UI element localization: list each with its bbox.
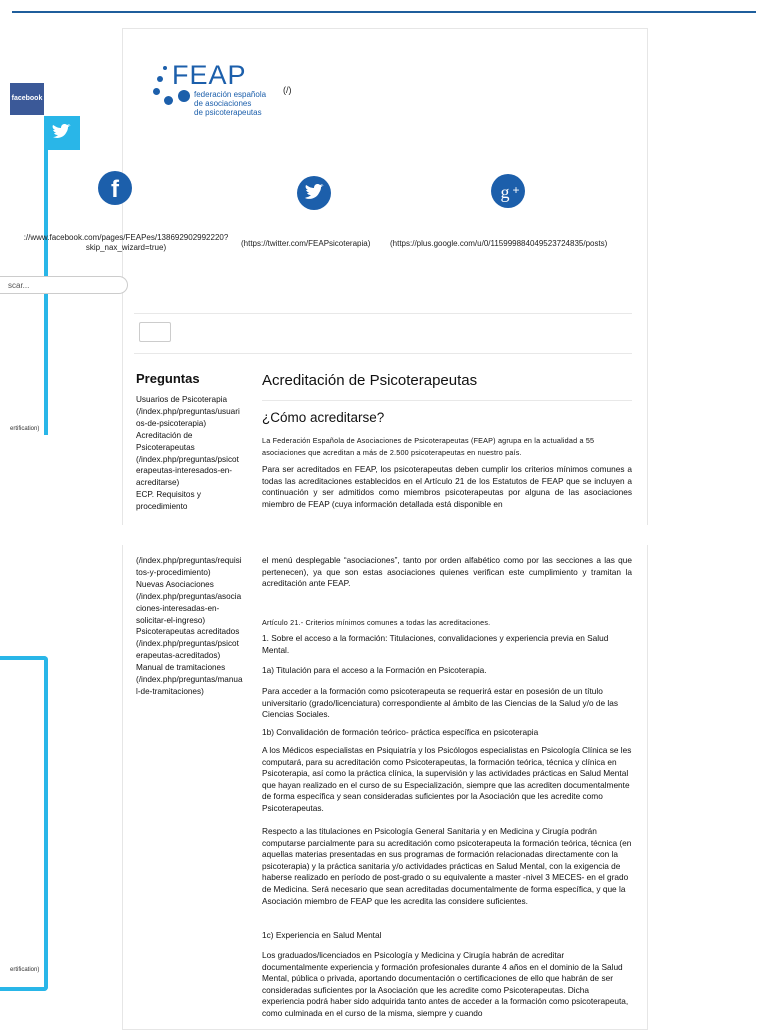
sidebar-item[interactable]: erapeutas-interesados-en- — [136, 466, 233, 476]
paragraph: Respecto a las titulaciones en Psicología General Sanitaria y en Medicina y Cirugía podrán computarse parcialmente para su acreditación como psicoterapeuta la formación teórica, técnica (en aquellas materias presentadas en sus programas de formación relacionadas directamente con la psicoterapia) y la práctica sanitaria y/o actividades prácticas en Salud Mental, con la exigencia de haberse realizado en período de post-grado o su equivalente a master -nivel 3 MECES- en el grado de Medicina. Será necesario que sean acreditadas documentalmente de forma específica, y que la Asociación miembro de FEAP que les acredita las considere suficientes. — [262, 826, 632, 906]
paragraph: el menú desplegable “asociaciones”, tanto por orden alfabético como por las secciones a las que pertenecen), ya que son estas asociaciones quienes verifican este cumplimiento y tramitan la acreditación ante FEAP. — [262, 555, 632, 589]
certification-label: ertification) — [10, 426, 40, 432]
twitter-icon[interactable] — [296, 175, 332, 211]
sidebar-item[interactable]: Nuevas Asociaciones — [136, 579, 214, 589]
svg-text:f: f — [111, 176, 119, 203]
paragraph: La Federación Española de Asociaciones de Psicoterapeutas (FEAP) agrupa en la actualidad a 55 asociaciones que acreditan a más de 2.500 psicoterapeutas en nuestro país. — [262, 436, 595, 457]
facebook-url[interactable] — [8, 233, 244, 253]
top-rule — [12, 11, 756, 13]
side-bracket — [0, 656, 48, 991]
feap-logo[interactable] — [150, 60, 280, 120]
section-title: ¿Cómo acreditarse? — [262, 410, 385, 425]
sidebar-item[interactable]: l-de-tramitaciones) — [136, 686, 204, 696]
menu-button[interactable] — [139, 322, 171, 342]
sidebar-item[interactable]: tos-y-procedimiento) — [136, 567, 211, 577]
page-title: Acreditación de Psicoterapeutas — [262, 372, 478, 389]
facebook-url-line: skip_nax_wizard=true) — [85, 243, 167, 252]
search-input[interactable]: scar... — [0, 276, 128, 294]
google-plus-icon[interactable] — [490, 173, 526, 209]
title-divider — [262, 400, 632, 401]
logo-dot — [163, 66, 167, 70]
sidebar-item[interactable]: (/index.php/preguntas/requisi — [136, 556, 242, 565]
divider — [134, 353, 632, 354]
sidebar-item[interactable]: os-de-psicoterapia) — [136, 418, 207, 428]
sidebar-item[interactable]: (/index.php/preguntas/psicot — [136, 454, 239, 464]
twitter-url[interactable]: (https://twitter.com/FEAPsicoterapia) — [241, 239, 371, 248]
sidebar-item[interactable]: Psicoterapeutas acreditados — [136, 627, 240, 637]
sidebar-item[interactable]: (/index.php/preguntas/psicot — [136, 639, 239, 649]
paragraph: Los graduados/licenciados en Psicología y Medicina y Cirugía habrán de acreditar documentalmente experiencia y formación profesionales durante 4 años en el dominio de la Salud Mental, pública o privada, aportando documentación o certificaciones de ello que habrán de ser consideradas suficientes por la Asociación que les acredite como Psicoterapeutas. Dicha experiencia podrá haber sido adquirida tanto antes de acceder a la formación como psicoterapeuta, como culminada en el curso de la misma, siempre y cuando — [262, 950, 629, 1018]
sidebar-item[interactable]: Usuarios de Psicoterapia — [136, 395, 228, 404]
paragraph: Artículo 21.- Criterios mínimos comunes a todas las acreditaciones. — [262, 618, 491, 627]
certification-label-2: ertification) — [10, 967, 40, 973]
paragraph: Para ser acreditados en FEAP, los psicoterapeutas deben cumplir los criterios mínimos comunes a todas las acreditaciones establecidos en el Artículo 21 de los Estatutos de FEAP que se incluyen a continuación y ser admitidos como miembros psicoterapeutas por alguna de las asociaciones miembro de FEAP (cuya información detallada está disponible en — [262, 464, 632, 509]
page-break — [0, 525, 768, 545]
logo-dot — [178, 90, 190, 102]
sidebar-item[interactable]: procedimiento — [136, 502, 188, 512]
twitter-bird-icon — [44, 116, 80, 150]
sidebar-item[interactable]: ciones-interesadas-en- — [136, 603, 220, 613]
sidebar-item[interactable]: (/index.php/preguntas/usuari — [136, 406, 240, 416]
facebook-icon[interactable] — [97, 170, 133, 206]
sidebar-item[interactable]: Manual de tramitaciones — [136, 663, 226, 673]
logo-sub-line: de asociaciones — [194, 99, 252, 108]
sidebar-item[interactable]: Psicoterapeutas — [136, 442, 195, 452]
paragraph: 1c) Experiencia en Salud Mental — [262, 930, 382, 940]
sidebar-item[interactable]: ECP. Requisitos y — [136, 490, 201, 500]
logo-dot — [157, 76, 163, 82]
svg-text:+: + — [512, 183, 520, 197]
paragraph: Para acceder a la formación como psicoterapeuta se requerirá estar en posesión de un título universitario (grado/licenciatura) correspondiente al ámbito de las Ciencias de la Salud y/o de las Ciencias Sociales. — [262, 686, 619, 720]
sidebar-item[interactable]: erapeutas-acreditados) — [136, 651, 221, 661]
sidebar-heading: Preguntas — [136, 371, 200, 386]
logo-dot — [164, 96, 173, 105]
facebook-url-line: ://www.facebook.com/pages/FEAPes/138692902992220? — [23, 233, 229, 242]
sidebar-item[interactable]: (/index.php/preguntas/manua — [136, 675, 243, 685]
paragraph: A los Médicos especialistas en Psiquiatría y los Psicólogos especialistas en Psicología Clínica se les computará, para su acreditación como Psicoterapeutas, la formación teórica, técnica y clínica en Psicoterapia, así como la práctica clínica, la supervisión y las actividades prácticas en Salud Mental que hayan realizado en el curso de su Especialización, siempre que las acrediten documentalmente de forma específica y sean consideradas suficientes por la Asociación que les acredite como Psicoterapeutas. — [262, 745, 632, 813]
divider — [134, 313, 632, 314]
facebook-badge[interactable]: facebook — [10, 83, 44, 115]
logo-sub-line: de psicoterapeutas — [194, 108, 262, 117]
logo-wordmark: FEAP — [172, 60, 247, 90]
logo-dot — [153, 88, 160, 95]
logo-subtitle — [194, 90, 266, 117]
paragraph: 1b) Convalidación de formación teórico- práctica específica en psicoterapia — [262, 727, 539, 737]
svg-text:g: g — [500, 182, 510, 202]
google-url[interactable]: (https://plus.google.com/u/0/115999884049523724835/posts) — [390, 239, 608, 248]
sidebar-item[interactable]: (/index.php/preguntas/asocia — [136, 591, 242, 601]
sidebar-item[interactable]: acreditarse) — [136, 478, 180, 488]
paragraph: 1. Sobre el acceso a la formación: Titulaciones, convalidaciones y experiencia previa en Salud Mental. — [262, 633, 609, 655]
sidebar-item[interactable]: solicitar-el-ingreso) — [136, 615, 206, 625]
logo-sub-line: federación española — [194, 90, 267, 99]
twitter-badge[interactable] — [44, 116, 80, 150]
logo-link-text[interactable]: (/) — [283, 85, 292, 95]
paragraph: 1a) Titulación para el acceso a la Formación en Psicoterapia. — [262, 665, 487, 675]
sidebar-list-top — [136, 394, 254, 513]
sidebar-list-bottom — [136, 555, 254, 698]
sidebar-item[interactable]: Acreditación de — [136, 430, 193, 440]
